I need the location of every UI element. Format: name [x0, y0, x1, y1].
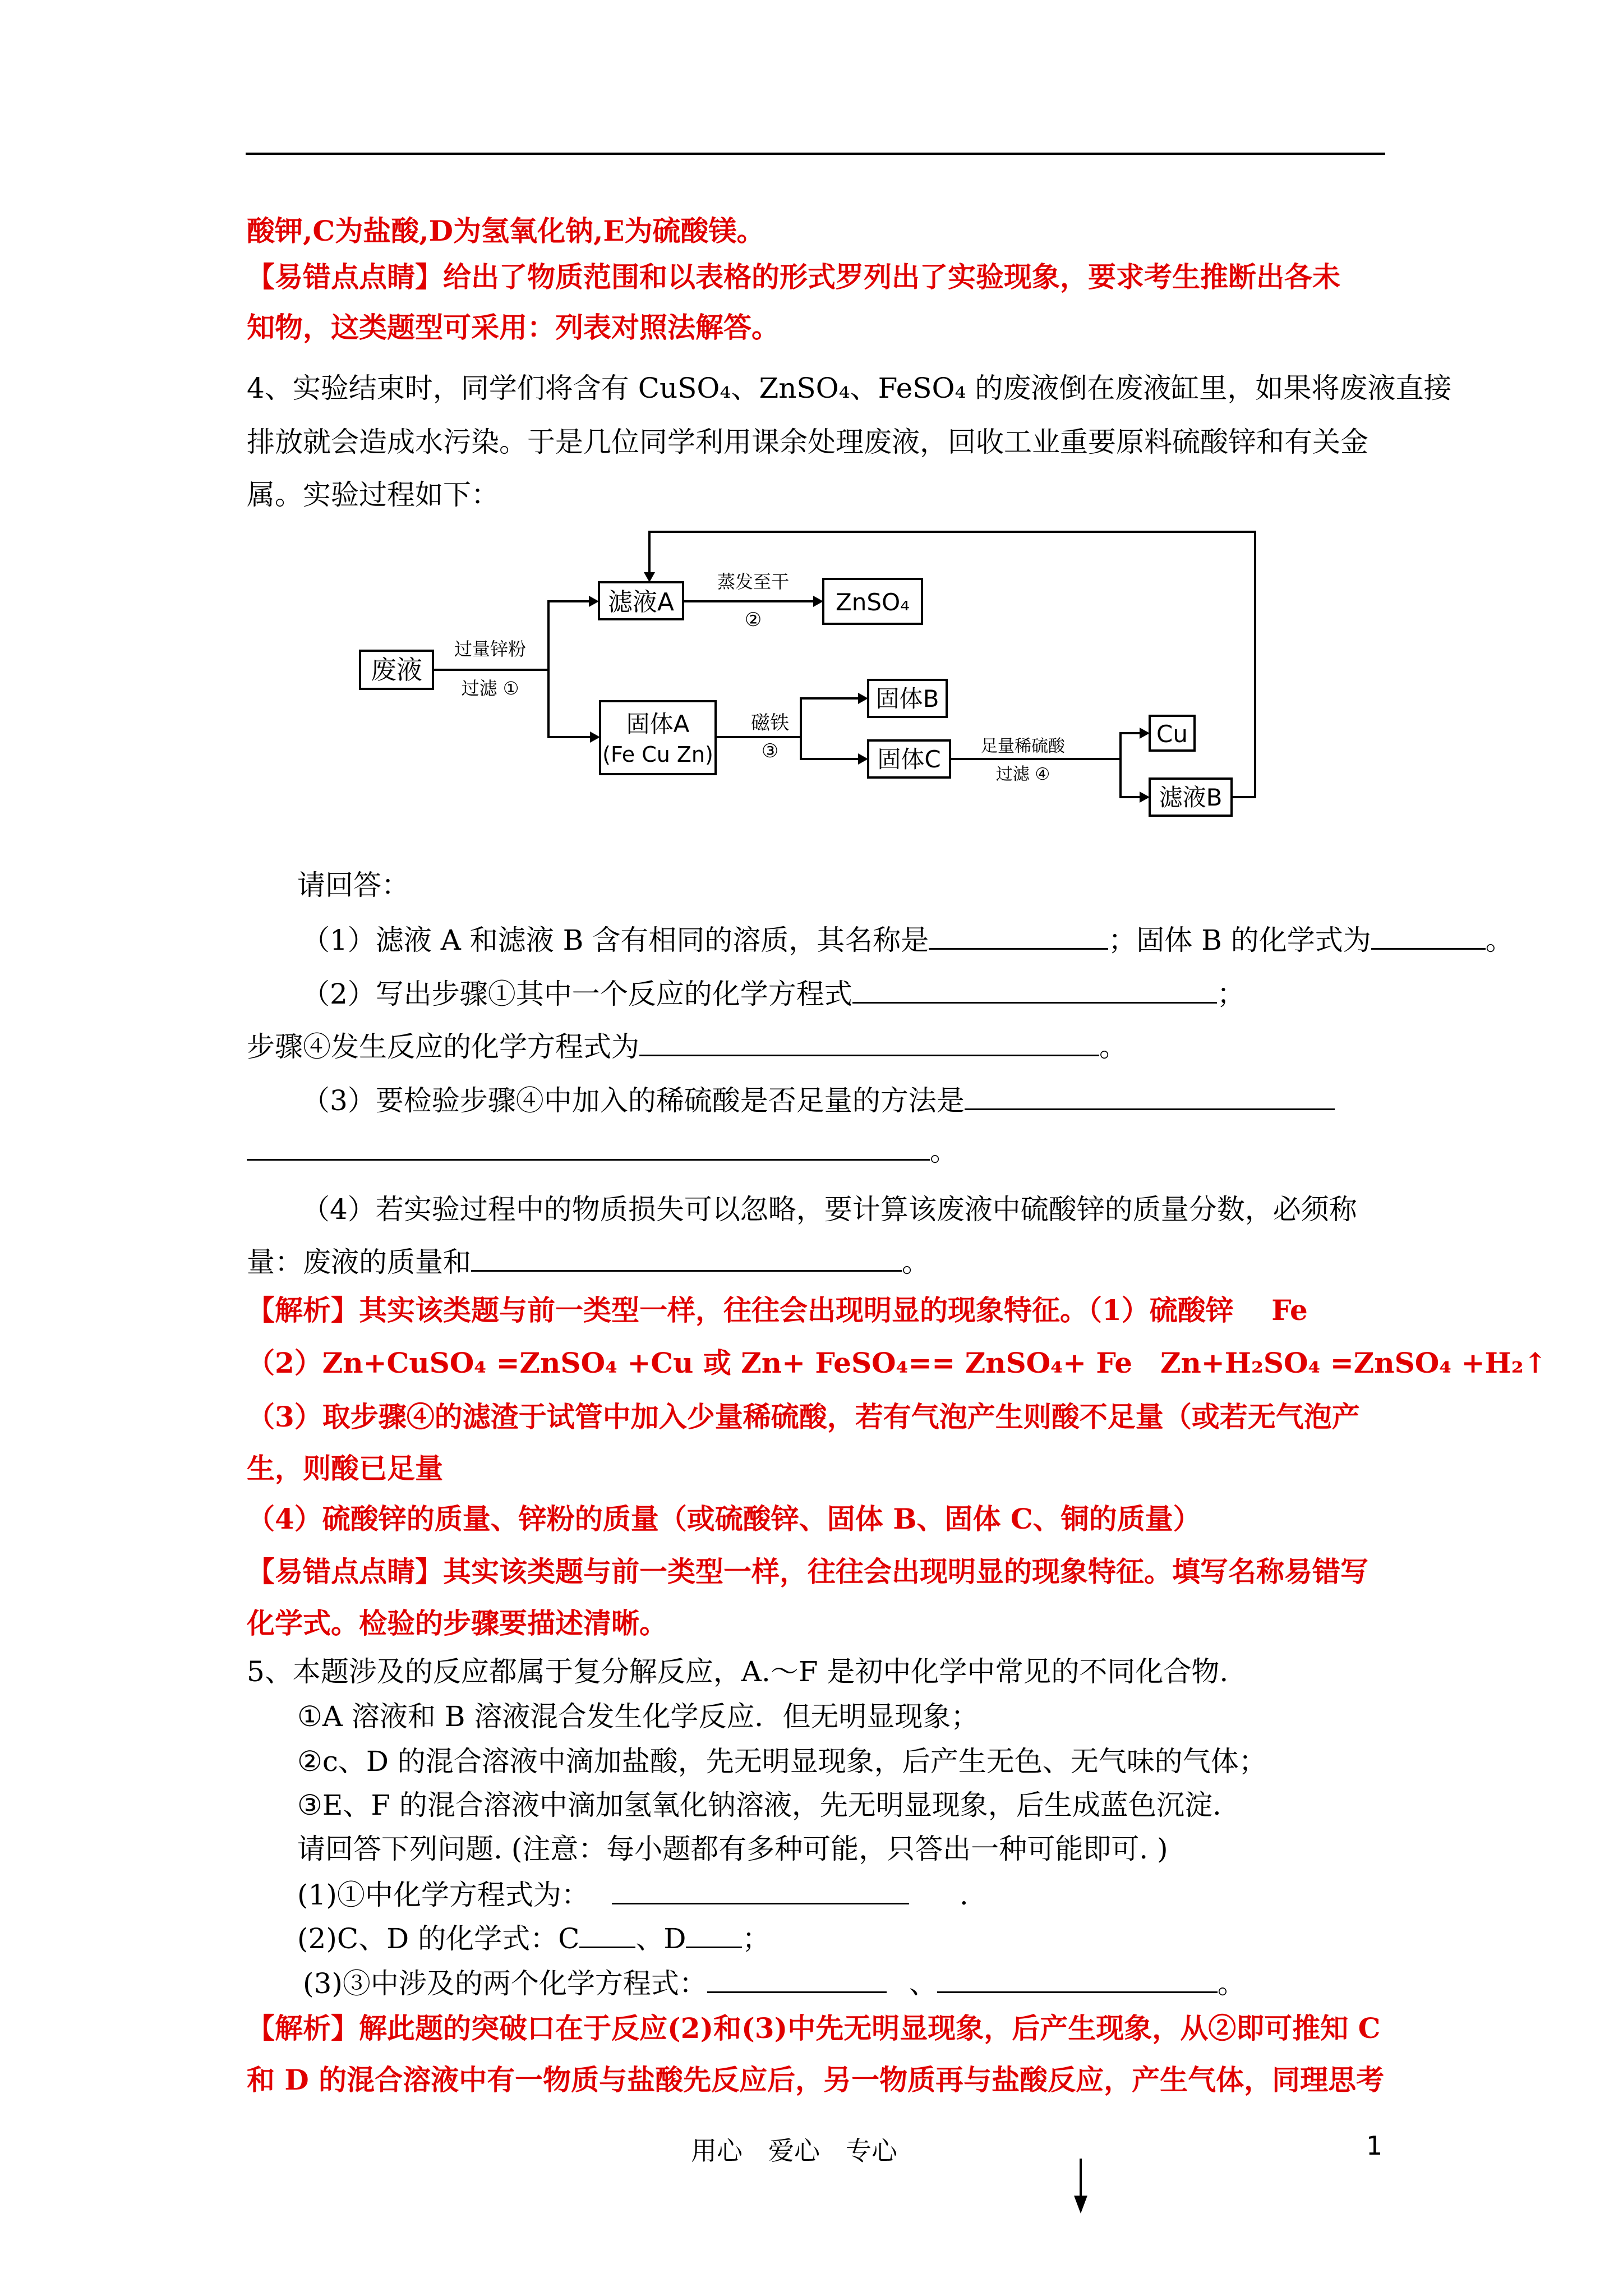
header-rule	[246, 153, 1385, 155]
question-line: （1）滤液 A 和滤液 B 含有相同的溶质，其名称是 ；固体 B 的化学式为 。	[302, 920, 1514, 958]
answer-line: 【解析】其实该类题与前一类型一样，往往会出现明显的现象特征。（1）硫酸锌 Fe	[247, 1294, 1308, 1327]
label-lvyeB: 滤液B	[1159, 784, 1223, 811]
answer-blank[interactable]	[937, 1963, 1218, 1993]
answer-blank[interactable]	[247, 1131, 930, 1161]
label-gutiB: 固体B	[875, 685, 939, 712]
label-step2-num: ②	[744, 609, 762, 631]
answer-line: 生，则酸已足量	[247, 1452, 443, 1485]
question-line: 量：废液的质量和 。	[247, 1242, 930, 1280]
tip-tag: 【易错点点睛】	[247, 1555, 443, 1588]
answer-blank[interactable]	[579, 1918, 635, 1948]
label-lvyeA: 滤液A	[607, 588, 675, 616]
question-5-line: ①A 溶液和 B 溶液混合发生化学反应．但无明显现象；	[297, 1700, 979, 1733]
answer-blank[interactable]	[612, 1875, 909, 1904]
answer-blank[interactable]	[471, 1242, 902, 1272]
page-number: 1	[1366, 2131, 1383, 2161]
answer-line: 【解析】解此题的突破口在于反应(2)和(3)中先无明显现象，后产生现象，从②即可推知 C	[247, 2012, 1381, 2045]
answer-blank[interactable]	[852, 974, 1217, 1004]
answer-blank[interactable]	[707, 1963, 887, 1993]
question-5-line: (2)C、D 的化学式：C 、D ；	[297, 1918, 770, 1957]
answer-blank[interactable]	[1371, 920, 1486, 950]
footer-slogan: 用心 爱心 专心	[691, 2136, 897, 2166]
question-5-line: 请回答下列问题. (注意：每小题都有多种可能，只答出一种可能即可. )	[297, 1833, 1168, 1865]
text-line: 酸钾,C为盐酸,D为氢氧化钠,E为硫酸镁。	[247, 214, 765, 247]
label-step1-bottom: 过滤 ①	[461, 678, 519, 699]
label-step3: 磁铁	[751, 712, 789, 734]
label-gutiA-contents: (Fe Cu Zn)	[602, 742, 713, 767]
analysis-tag: 【解析】	[247, 1294, 359, 1327]
question-5-line: (1)①中化学方程式为： .	[297, 1875, 969, 1913]
question-4-line: 属。实验过程如下：	[247, 478, 499, 511]
label-gutiA: 固体A	[626, 710, 690, 738]
question-4-line: 4、实验结束时，同学们将含有 CuSO₄、ZnSO₄、FeSO₄ 的废液倒在废液缸里，如果将废液直接	[247, 372, 1452, 404]
answer-line: （3）取步骤④的滤渣于试管中加入少量稀硫酸，若有气泡产生则酸不足量（或若无气泡产	[247, 1400, 1360, 1433]
label-step2: 蒸发至干	[717, 571, 790, 592]
answer-blank[interactable]	[929, 920, 1108, 950]
tip-tag: 【易错点点睛】	[247, 260, 443, 293]
answer-blank[interactable]	[639, 1027, 1099, 1056]
question-line: 。	[247, 1131, 958, 1169]
question-line: 步骤④发生反应的化学方程式为 。	[247, 1027, 1127, 1065]
label-gutiC: 固体C	[877, 746, 941, 773]
question-4-line: 排放就会造成水污染。于是几位同学利用课余处理废液，回收工业重要原料硫酸锌和有关金	[247, 426, 1368, 458]
process-flow-diagram	[352, 516, 1294, 830]
analysis-tag: 【解析】	[247, 2012, 359, 2045]
label-feiye: 废液	[371, 655, 422, 685]
label-step3-num: ③	[761, 740, 779, 762]
label-cu: Cu	[1156, 720, 1188, 748]
label-znso4: ZnSO₄	[836, 588, 910, 616]
label-step4-top: 足量稀硫酸	[981, 737, 1065, 756]
answer-line: （2）Zn+CuSO₄ =ZnSO₄ +Cu 或 Zn+ FeSO₄== ZnSO₄+ Fe Zn+H₂SO₄ =ZnSO₄ +H₂↑	[247, 1346, 1547, 1379]
answer-line: 和 D 的混合溶液中有一物质与盐酸先反应后，另一物质再与盐酸反应，产生气体，同理思考	[247, 2063, 1385, 2096]
question-5-line: (3)③中涉及的两个化学方程式： 、 。	[303, 1963, 1246, 2001]
question-5-line: 5、本题涉及的反应都属于复分解反应，A.～F 是初中化学中常见的不同化合物.	[247, 1655, 1229, 1688]
text-line: 【易错点点睛】给出了物质范围和以表格的形式罗列出了实验现象，要求考生推断出各未	[247, 260, 1340, 293]
answer-line: 【易错点点睛】其实该类题与前一类型一样，往往会出现明显的现象特征。填写名称易错写	[247, 1555, 1368, 1588]
question-line: （4）若实验过程中的物质损失可以忽略，要计算该废液中硫酸锌的质量分数，必须称	[302, 1193, 1357, 1226]
text-line: 请回答：	[297, 869, 409, 901]
label-step1-top: 过量锌粉	[454, 638, 527, 660]
question-5-line: ②c、D 的混合溶液中滴加盐酸，先无明显现象，后产生无色、无气味的气体；	[297, 1745, 1267, 1778]
answer-line: 化学式。检验的步骤要描述清晰。	[247, 1607, 667, 1640]
question-line: （3）要检验步骤④中加入的稀硫酸是否足量的方法是	[302, 1080, 1335, 1119]
question-line: （2）写出步骤①其中一个反应的化学方程式 ；	[302, 974, 1245, 1012]
answer-blank[interactable]	[965, 1080, 1335, 1110]
answer-line: （4）硫酸锌的质量、锌粉的质量（或硫酸锌、固体 B、固体 C、铜的质量）	[247, 1502, 1201, 1535]
answer-blank[interactable]	[686, 1918, 742, 1948]
arrow-down-icon	[1072, 2159, 1089, 2215]
label-step4-bottom: 过滤 ④	[995, 765, 1050, 784]
text-line: 知物，这类题型可采用：列表对照法解答。	[247, 311, 780, 344]
question-5-line: ③E、F 的混合溶液中滴加氢氧化钠溶液，先无明显现象，后生成蓝色沉淀.	[297, 1789, 1221, 1821]
